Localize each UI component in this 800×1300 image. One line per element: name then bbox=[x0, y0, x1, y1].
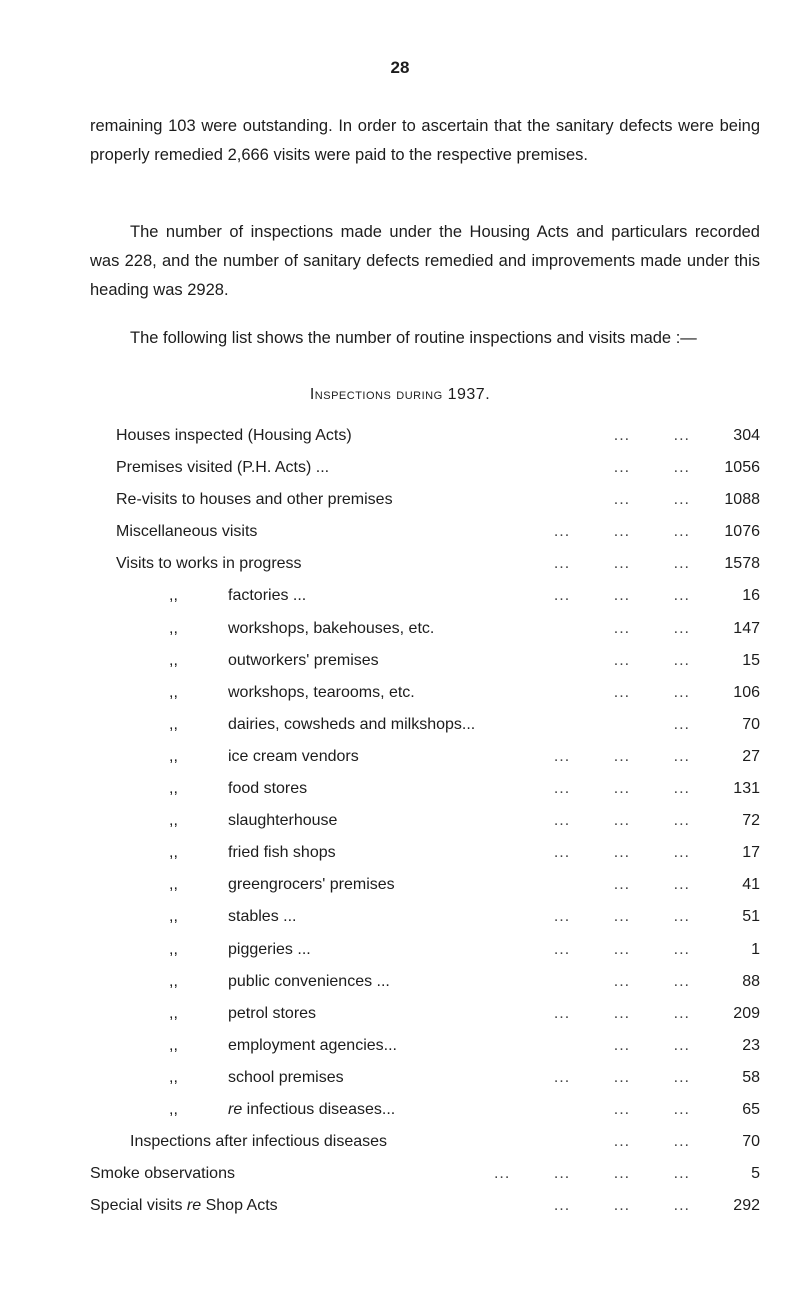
row-label-text: Shop Acts bbox=[201, 1197, 278, 1215]
leader-dots: ... ... bbox=[613, 683, 690, 701]
leader-dots: ... ... bbox=[613, 427, 690, 444]
leader-dots: ... ... bbox=[613, 619, 690, 637]
table-row bbox=[0, 1158, 800, 1190]
row-value: 16 bbox=[742, 587, 760, 605]
ditto-mark: ,, bbox=[169, 619, 178, 637]
table-row bbox=[0, 613, 800, 645]
table-row bbox=[0, 709, 800, 741]
row-label-italic: re bbox=[228, 1100, 243, 1118]
table-row bbox=[0, 741, 800, 773]
row-value: 65 bbox=[742, 1100, 760, 1118]
ditto-mark: ,, bbox=[169, 1036, 178, 1054]
row-label bbox=[116, 548, 302, 580]
table-row bbox=[0, 901, 800, 933]
row-label-text: slaughterhouse bbox=[228, 812, 338, 830]
leader-dots: ... bbox=[673, 715, 690, 733]
row-value: 72 bbox=[742, 812, 760, 830]
row-label-text: workshops, tearooms, etc. bbox=[228, 683, 415, 701]
ditto-mark: ,, bbox=[169, 876, 178, 894]
row-label-text: infectious diseases... bbox=[242, 1100, 396, 1118]
table-row bbox=[0, 1030, 800, 1062]
leader-dots: ... ... ... bbox=[553, 940, 690, 958]
row-value: 1076 bbox=[724, 523, 760, 541]
leader-dots: ... ... bbox=[613, 491, 690, 509]
row-label-text: piggeries ... bbox=[228, 940, 311, 958]
row-label-text: employment agencies... bbox=[228, 1036, 397, 1054]
row-label bbox=[228, 934, 311, 966]
leader-dots: ... ... ... bbox=[553, 1197, 690, 1215]
table-row bbox=[0, 452, 800, 484]
ditto-mark: ,, bbox=[169, 1004, 178, 1022]
table-row bbox=[0, 966, 800, 998]
row-label bbox=[228, 998, 316, 1030]
row-label-text: school premises bbox=[228, 1068, 344, 1086]
ditto-mark: ,, bbox=[169, 747, 178, 765]
row-label bbox=[90, 1190, 278, 1222]
ditto-mark: ,, bbox=[169, 651, 178, 669]
row-value: 70 bbox=[742, 715, 760, 733]
leader-dots: ... ... ... bbox=[553, 844, 690, 862]
row-label-text: Re-visits to houses and other premises bbox=[116, 491, 393, 509]
leader-dots: ... ... bbox=[613, 972, 690, 990]
ditto-mark: ,, bbox=[169, 587, 178, 605]
row-label-italic: re bbox=[186, 1197, 202, 1215]
table-row bbox=[0, 1062, 800, 1094]
table-row bbox=[0, 1190, 800, 1222]
row-value: 106 bbox=[733, 683, 760, 701]
row-label-text: fried fish shops bbox=[228, 844, 336, 862]
leader-dots: ... ... ... bbox=[553, 587, 690, 605]
row-label-text: Visits to works in progress bbox=[116, 555, 302, 573]
row-label bbox=[90, 1158, 235, 1190]
row-value: 5 bbox=[751, 1165, 760, 1183]
leader-dots: ... ... ... bbox=[553, 747, 690, 765]
row-label-text: public conveniences ... bbox=[228, 972, 390, 990]
row-label-text: factories ... bbox=[228, 587, 307, 605]
row-label bbox=[228, 966, 390, 998]
page-number: 28 bbox=[390, 58, 410, 77]
row-value: 51 bbox=[742, 908, 760, 926]
row-label bbox=[228, 1062, 344, 1094]
row-label bbox=[116, 420, 352, 452]
leader-dots: ... ... ... bbox=[553, 780, 690, 798]
table-row bbox=[0, 1126, 800, 1158]
row-label-text: food stores bbox=[228, 780, 308, 798]
table-row bbox=[0, 484, 800, 516]
table-row bbox=[0, 516, 800, 548]
row-label bbox=[228, 677, 415, 709]
row-label-text: dairies, cowsheds and milkshops... bbox=[228, 715, 476, 733]
row-label-text: ice cream vendors bbox=[228, 747, 359, 765]
table-row bbox=[0, 869, 800, 901]
row-label bbox=[228, 741, 359, 773]
row-label bbox=[228, 1030, 397, 1062]
row-value: 304 bbox=[733, 427, 760, 444]
row-value: 292 bbox=[733, 1197, 760, 1215]
table-heading: Inspections during 1937. bbox=[309, 386, 491, 403]
table-row bbox=[0, 1094, 800, 1126]
row-label bbox=[228, 773, 307, 805]
table-row bbox=[0, 677, 800, 709]
row-value: 1 bbox=[751, 940, 760, 958]
ditto-mark: ,, bbox=[169, 940, 178, 958]
leader-dots: ... ... bbox=[613, 1100, 690, 1118]
row-label bbox=[228, 613, 434, 645]
row-label bbox=[228, 709, 475, 741]
row-value: 1578 bbox=[724, 555, 760, 573]
ditto-mark: ,, bbox=[169, 844, 178, 862]
ditto-mark: ,, bbox=[169, 683, 178, 701]
ditto-mark: ,, bbox=[169, 780, 178, 798]
paragraph-text: The number of inspections made under the Housing Acts and particulars recorded was 228, and the number of sanitary defects remedied and improvements made under this heading was 2928. bbox=[90, 223, 760, 299]
leader-dots: ... ... ... bbox=[553, 523, 690, 541]
leader-dots: ... ... bbox=[613, 1036, 690, 1054]
row-label-text: Houses inspected (Housing Acts) bbox=[116, 427, 352, 444]
row-value: 88 bbox=[742, 972, 760, 990]
row-value: 209 bbox=[733, 1004, 760, 1022]
ditto-mark: ,, bbox=[169, 715, 178, 733]
row-label-text: Inspections after infectious diseases bbox=[130, 1133, 388, 1151]
leader-dots: ... ... ... bbox=[553, 555, 690, 573]
row-value: 15 bbox=[742, 651, 760, 669]
ditto-mark: ,, bbox=[169, 1068, 178, 1086]
row-label bbox=[228, 837, 336, 869]
leader-dots: ... ... bbox=[613, 651, 690, 669]
table-row bbox=[0, 805, 800, 837]
row-label-text: outworkers' premises bbox=[228, 651, 379, 669]
table-row bbox=[0, 548, 800, 580]
table-row bbox=[0, 934, 800, 966]
row-label-text: Smoke observations bbox=[90, 1165, 235, 1183]
row-value: 58 bbox=[742, 1068, 760, 1086]
table-row bbox=[0, 420, 800, 452]
row-label bbox=[228, 901, 296, 933]
paragraph-text: The following list shows the number of routine inspections and visits made :— bbox=[130, 329, 697, 347]
row-value: 1088 bbox=[724, 491, 760, 509]
table-row bbox=[0, 645, 800, 677]
row-value: 23 bbox=[742, 1036, 760, 1054]
table-row bbox=[0, 773, 800, 805]
table-row bbox=[0, 998, 800, 1030]
row-label bbox=[228, 645, 379, 677]
row-label bbox=[228, 869, 395, 901]
paragraph-outstanding-defects bbox=[90, 112, 760, 170]
leader-dots: ... ... ... ... bbox=[493, 1165, 690, 1183]
paragraph-text: remaining 103 were outstanding. In order to ascertain that the sanitary defects were being properly remedied 2,666 visits were paid to the respective premises. bbox=[90, 117, 760, 164]
row-value: 131 bbox=[733, 780, 760, 798]
table-row bbox=[0, 580, 800, 612]
leader-dots: ... ... ... bbox=[553, 812, 690, 830]
row-label bbox=[228, 1094, 395, 1126]
row-label-text: Miscellaneous visits bbox=[116, 523, 258, 541]
row-value: 27 bbox=[742, 747, 760, 765]
row-label bbox=[116, 484, 393, 516]
row-label-text: Premises visited (P.H. Acts) ... bbox=[116, 459, 330, 477]
ditto-mark: ,, bbox=[169, 908, 178, 926]
row-label bbox=[228, 580, 306, 612]
row-label-text: greengrocers' premises bbox=[228, 876, 395, 894]
table-row bbox=[0, 837, 800, 869]
row-label bbox=[130, 1126, 387, 1158]
ditto-mark: ,, bbox=[169, 812, 178, 830]
row-value: 17 bbox=[742, 844, 760, 862]
row-label-text: stables ... bbox=[228, 908, 297, 926]
row-value: 147 bbox=[733, 619, 760, 637]
inspections-table bbox=[0, 420, 800, 1222]
ditto-mark: ,, bbox=[169, 1100, 178, 1118]
ditto-mark: ,, bbox=[169, 972, 178, 990]
paragraph-housing-acts bbox=[90, 218, 760, 305]
leader-dots: ... ... ... bbox=[553, 1068, 690, 1086]
leader-dots: ... ... ... bbox=[553, 908, 690, 926]
row-value: 1056 bbox=[724, 459, 760, 477]
leader-dots: ... ... bbox=[613, 876, 690, 894]
row-label-text: workshops, bakehouses, etc. bbox=[228, 619, 435, 637]
row-label bbox=[116, 452, 329, 484]
row-label bbox=[116, 516, 257, 548]
leader-dots: ... ... bbox=[613, 1133, 690, 1151]
row-label bbox=[228, 805, 337, 837]
row-value: 70 bbox=[742, 1133, 760, 1151]
leader-dots: ... ... ... bbox=[553, 1004, 690, 1022]
row-label-text: Special visits bbox=[90, 1197, 187, 1215]
leader-dots: ... ... bbox=[613, 459, 690, 477]
paragraph-list-intro bbox=[90, 324, 760, 353]
row-label-text: petrol stores bbox=[228, 1004, 317, 1022]
row-value: 41 bbox=[742, 876, 760, 894]
